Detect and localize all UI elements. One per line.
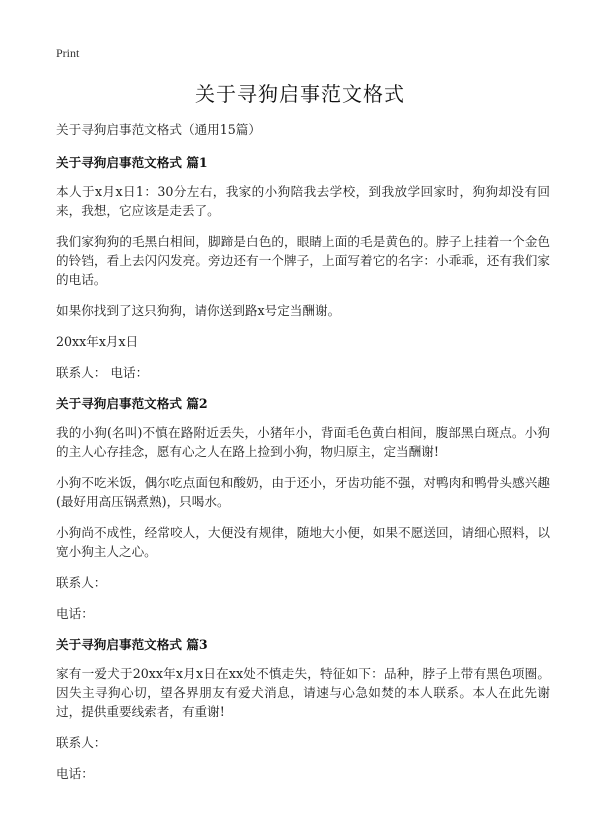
phone-line: 电话： <box>56 606 94 621</box>
paragraph: 小狗不吃米饭，偶尔吃点面包和酸奶，由于还小，牙齿功能不强，对鸭肉和鸭骨头感兴趣(最好用高压锅煮熟)，只喝水。 <box>56 475 550 509</box>
section-2 <box>56 394 550 623</box>
paragraph: 我们家狗狗的毛黑白相间，脚蹄是白色的，眼睛上面的毛是黄色的。脖子上挂着一个金色的铃铛，看上去闪闪发亮。旁边还有一个牌子，上面写着它的名字：小乖乖，还有我们家的电话。 <box>56 234 550 287</box>
contact-line: 联系人： <box>56 735 107 750</box>
print-label[interactable]: Print <box>56 46 80 60</box>
section-heading: 关于寻狗启事范文格式 篇3 <box>56 637 208 652</box>
date-line: 20xx年x月x日 <box>56 334 139 349</box>
document-subtitle: 关于寻狗启事范文格式（通用15篇） <box>56 122 261 137</box>
document-title: 关于寻狗启事范文格式 <box>195 82 405 106</box>
contact-line: 联系人： <box>56 575 107 590</box>
document-body <box>56 120 550 795</box>
contact-line: 联系人： 电话： <box>56 365 149 380</box>
paragraph: 我的小狗(名叫)不慎在路附近丢失，小猪年小，背面毛色黄白相间，腹部黑白斑点。小狗的主人心存挂念，愿有心之人在路上捡到小狗，物归原主，定当酬谢! <box>56 425 550 459</box>
phone-line: 电话： <box>56 766 94 781</box>
paragraph: 家有一爱犬于20xx年x月x日在xx处不慎走失，特征如下：品种，脖子上带有黑色项圈。因失主寻狗心切，望各界朋友有爱犬消息，请速与心急如焚的本人联系。本人在此先谢过，提供重要线索者，有重谢! <box>56 666 550 719</box>
section-heading: 关于寻狗启事范文格式 篇1 <box>56 155 208 170</box>
section-1 <box>56 153 550 382</box>
paragraph: 小狗尚不成性，经常咬人，大便没有规律，随地大小便，如果不愿送回，请细心照料，以宽小狗主人之心。 <box>56 525 550 559</box>
paragraph: 本人于x月x日1：30分左右，我家的小狗陪我去学校，到我放学回家时，狗狗却没有回来，我想，它应该是走丢了。 <box>56 184 550 218</box>
section-3 <box>56 635 550 783</box>
section-heading: 关于寻狗启事范文格式 篇2 <box>56 396 208 411</box>
paragraph: 如果你找到了这只狗狗，请你送到路x号定当酬谢。 <box>56 303 341 318</box>
